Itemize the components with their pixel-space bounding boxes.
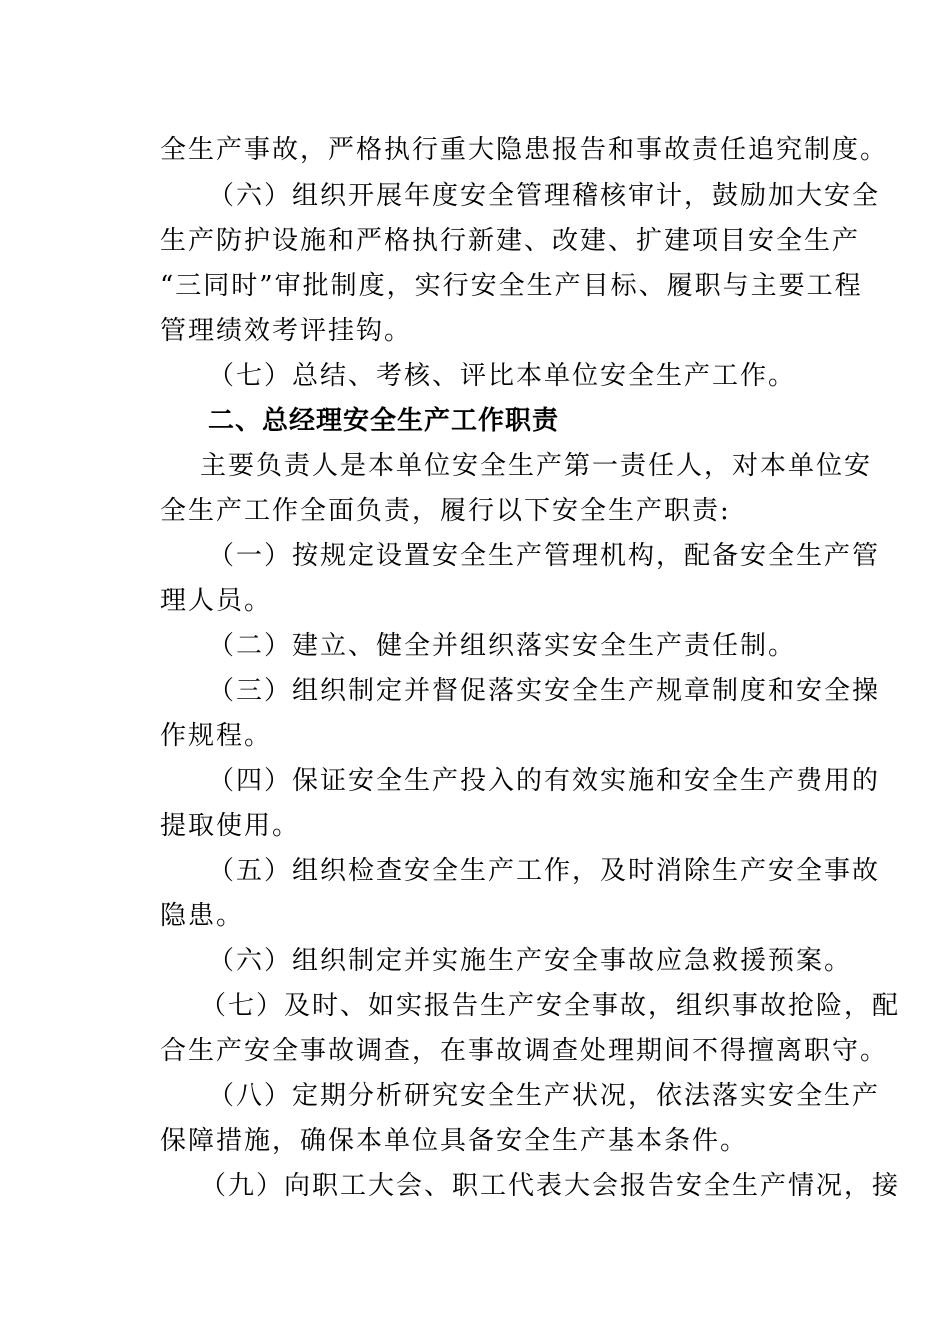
- text-line: 合生产安全事故调查，在事故调查处理期间不得擅离职守。: [160, 1036, 889, 1066]
- text-line: （三）组织制定并督促落实安全生产规章制度和安全操: [208, 676, 881, 706]
- text-line: （五）组织检查安全生产工作，及时消除生产安全事故: [208, 856, 881, 886]
- text-line: 理人员。: [160, 586, 273, 616]
- text-line: 生产防护设施和严格执行新建、改建、扩建项目安全生产: [160, 226, 861, 256]
- text-line: （七）总结、考核、评比本单位安全生产工作。: [208, 361, 797, 391]
- text-line: （六）组织制定并实施生产安全事故应急救援预案。: [208, 946, 853, 976]
- text-line: （四）保证安全生产投入的有效实施和安全生产费用的: [208, 766, 881, 796]
- text-line: （八）定期分析研究安全生产状况，依法落实安全生产: [208, 1081, 881, 1111]
- text-line: 全生产工作全面负责，履行以下安全生产职责:: [160, 496, 731, 526]
- text-line: “三同时”审批制度，实行安全生产目标、履职与主要工程: [160, 271, 863, 301]
- text-line: 主要负责人是本单位安全生产第一责任人，对本单位安: [200, 451, 873, 481]
- text-line: 作规程。: [160, 721, 273, 751]
- text-line: （二）建立、健全并组织落实安全生产责任制。: [208, 631, 797, 661]
- text-line: （七）及时、如实报告生产安全事故，组织事故抢险，配: [200, 991, 901, 1021]
- section-heading: 二、总经理安全生产工作职责: [208, 406, 560, 436]
- text-line: （九）向职工大会、职工代表大会报告安全生产情况，接: [200, 1171, 901, 1201]
- text-line: （六）组织开展年度安全管理稽核审计，鼓励加大安全: [208, 181, 881, 211]
- text-line: 保障措施，确保本单位具备安全生产基本条件。: [160, 1126, 749, 1156]
- text-line: 管理绩效考评挂钩。: [160, 316, 413, 346]
- text-line: 全生产事故，严格执行重大隐患报告和事故责任追究制度。: [160, 135, 889, 165]
- text-line: 提取使用。: [160, 811, 301, 841]
- text-line: （一）按规定设置安全生产管理机构，配备安全生产管: [208, 541, 881, 571]
- text-line: 隐患。: [160, 901, 245, 931]
